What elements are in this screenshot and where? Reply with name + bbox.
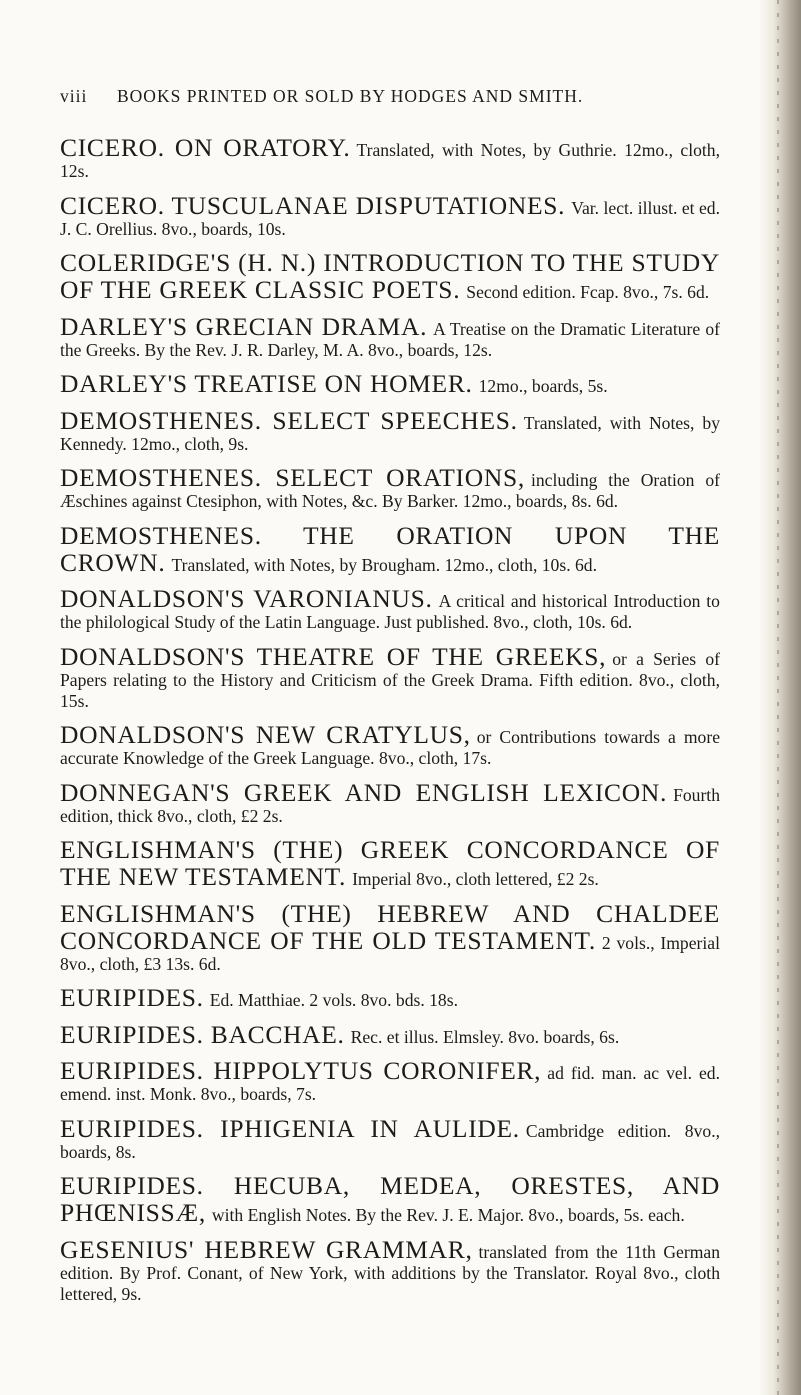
book-description: Rec. et illus. Elmsley. 8vo. boards, 6s. [350, 1026, 620, 1047]
book-description: including the Oration of Æschines against Ctesiphon, with Notes, &c. By Barker. 12mo., boards, 8s. 6d. [60, 470, 721, 511]
book-title: DONALDSON'S THEATRE OF THE GREEKS, [60, 641, 607, 671]
book-entry [60, 1115, 720, 1163]
book-entry [60, 984, 720, 1011]
header-title: BOOKS PRINTED OR SOLD BY HODGES AND SMITH. [117, 86, 584, 106]
book-entry [60, 1057, 720, 1105]
book-entry [60, 1021, 720, 1048]
book-entry [60, 1172, 720, 1226]
book-title: DARLEY'S TREATISE ON HOMER. [60, 369, 473, 398]
book-title: COLERIDGE'S (H. N.) INTRODUCTION TO THE STUDY OF THE GREEK CLASSIC POETS. [60, 248, 720, 304]
book-description: A Treatise on the Dramatic Literature of the Greeks. By the Rev. J. R. Darley, M. A. 8vo., boards, 12s. [60, 318, 720, 360]
book-description: or a Series of Papers relating to the History and Criticism of the Greek Drama. Fifth edition. 8vo., cloth, 15s. [60, 648, 720, 711]
book-entry [60, 313, 720, 361]
book-title: DEMOSTHENES. SELECT SPEECHES. [60, 405, 518, 435]
book-description: 2 vols., Imperial 8vo., cloth, £3 13s. 6d. [60, 932, 720, 974]
book-title: EURIPIDES. BACCHAE. [60, 1019, 345, 1049]
book-description: or Contributions towards a more accurate Knowledge of the Greek Language. 8vo., cloth, 17s. [60, 727, 721, 768]
book-title: CICERO. TUSCULANAE DISPUTATIONES. [60, 190, 566, 220]
book-list [60, 134, 720, 1314]
book-title: DONNEGAN'S GREEK AND ENGLISH LEXICON. [60, 777, 668, 807]
book-title: DEMOSTHENES. SELECT ORATIONS, [60, 463, 525, 492]
book-description: Ed. Matthiae. 2 vols. 8vo. bds. 18s. [209, 990, 458, 1010]
book-description: Second edition. Fcap. 8vo., 7s. 6d. [466, 282, 710, 302]
book-description: Translated, with Notes, by Brougham. 12mo., cloth, 10s. 6d. [171, 554, 597, 575]
book-entry [60, 900, 720, 975]
book-description: Translated, with Notes, by Guthrie. 12mo., cloth, 12s. [60, 140, 720, 181]
book-entry [60, 522, 720, 576]
book-entry [60, 836, 720, 890]
book-description: Imperial 8vo., cloth lettered, £2 2s. [352, 869, 599, 889]
book-title: DONALDSON'S VARONIANUS. [60, 584, 433, 613]
book-entry [60, 134, 720, 182]
running-header [60, 86, 720, 107]
book-description: 12mo., boards, 5s. [478, 376, 608, 396]
book-entry [60, 779, 720, 827]
book-entry [60, 407, 720, 455]
book-title: GESENIUS' HEBREW GRAMMAR, [60, 1234, 473, 1264]
book-title: ENGLISHMAN'S (THE) HEBREW AND CHALDEE CONCORDANCE OF THE OLD TESTAMENT. [60, 898, 720, 955]
book-description: Var. lect. illust. et ed. J. C. Orellius. 8vo., boards, 10s. [60, 197, 720, 239]
book-title: EURIPIDES. [60, 983, 204, 1012]
book-entry [60, 1236, 720, 1305]
page-number: viii [60, 86, 88, 106]
book-entry [60, 249, 720, 303]
book-title: ENGLISHMAN'S (THE) GREEK CONCORDANCE OF THE NEW TESTAMENT. [60, 835, 720, 891]
book-entry [60, 192, 720, 240]
page-edge [759, 0, 801, 1395]
book-title: CICERO. ON ORATORY. [60, 133, 351, 162]
book-entry [60, 585, 720, 633]
book-description: Fourth edition, thick 8vo., cloth, £2 2s. [60, 784, 720, 826]
book-description: A critical and historical Introduction to the philological Study of the Latin Language. Just published. 8vo., cloth, 10s. 6d. [60, 591, 720, 632]
book-description: with English Notes. By the Rev. J. E. Major. 8vo., boards, 5s. each. [211, 1205, 685, 1225]
book-entry [60, 370, 720, 397]
book-title: EURIPIDES. HIPPOLYTUS CORONIFER, [60, 1056, 542, 1085]
book-title: EURIPIDES. IPHIGENIA IN AULIDE. [60, 1113, 520, 1143]
book-entry [60, 643, 720, 712]
book-description: translated from the 11th German edition. By Prof. Conant, of New York, with additions by the Translator. Royal 8vo., cloth lettered, 9s. [60, 1241, 720, 1304]
book-entry [60, 721, 720, 769]
book-description: ad fid. man. ac vel. ed. emend. inst. Monk. 8vo., boards, 7s. [60, 1063, 721, 1104]
book-description: Cambridge edition. 8vo., boards, 8s. [60, 1120, 720, 1162]
book-title: DONALDSON'S NEW CRATYLUS, [60, 720, 471, 749]
book-entry [60, 464, 720, 512]
book-title: DEMOSTHENES. THE ORATION UPON THE CROWN. [60, 520, 720, 577]
book-title: EURIPIDES. HECUBA, MEDEA, ORESTES, AND PHŒNISSÆ, [60, 1171, 720, 1227]
book-description: Translated, with Notes, by Kennedy. 12mo., cloth, 9s. [60, 412, 720, 454]
book-title: DARLEY'S GRECIAN DRAMA. [60, 311, 428, 341]
